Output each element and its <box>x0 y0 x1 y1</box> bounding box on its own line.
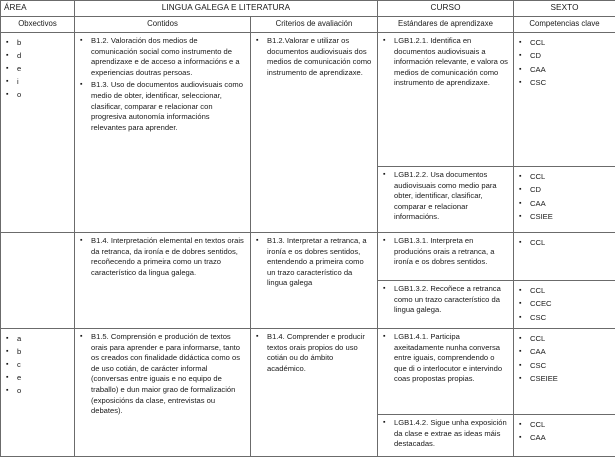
criterion-item: ▪ B1.2.Valorar e utilizar os documentos audiovisuais dos medios de comunicación como instrumento de aprendizaxe. <box>255 36 373 78</box>
objective-item: ▪ c <box>5 358 70 371</box>
objective-item: ▪ e <box>5 62 70 75</box>
criteria-cell <box>251 233 378 329</box>
area-header: ÁREA <box>1 1 75 17</box>
competence-item: ▪ CD <box>518 183 611 196</box>
course-header: CURSO <box>378 1 514 17</box>
competence-item: ▪ CAA <box>518 197 611 210</box>
criterion-item: ▪ B1.4. Comprender e producir textos orais propios do uso cotián ou do ámbito académico. <box>255 332 373 374</box>
standard-cell <box>378 233 514 281</box>
competence-item: ▪ CAA <box>518 345 611 358</box>
competence-item: ▪ CCEC <box>518 297 611 310</box>
content-item: ▪ B1.2. Valoración dos medios de comunicación social como instrumento de aprendizaxe e de acceso a informacións e a experiencias doutras persoas. <box>79 36 246 78</box>
content-item: ▪ B1.5. Comprensión e produción de textos orais para aprender e para informarse, tanto os creados con finalidade didáctica como os de uso cotián, de carácter informal (conversas entre iguais e no equipo de traballo) e dun maior grao de formalización (exposicións da clase, entrevistas ou debates). <box>79 332 246 417</box>
competence-item: ▪ CCL <box>518 332 611 345</box>
standards-header: Estándares de aprendizaxe <box>378 17 514 33</box>
header-row <box>1 1 615 17</box>
standard-item: ▪ LGB1.4.2. Sigue unha exposición da clase e extrae as ideas máis destacadas. <box>382 418 509 450</box>
objectives-cell <box>1 329 75 457</box>
criteria-header: Criterios de avaliación <box>251 17 378 33</box>
contents-cell <box>75 329 251 457</box>
contents-header: Contidos <box>75 17 251 33</box>
competence-item: ▪ CSC <box>518 359 611 372</box>
table-row <box>1 33 615 167</box>
standard-cell <box>378 415 514 457</box>
subject-header: LINGUA GALEGA E LITERATURA <box>75 1 378 17</box>
objective-item: ▪ o <box>5 88 70 101</box>
standard-cell <box>378 33 514 167</box>
objective-item: ▪ b <box>5 36 70 49</box>
competence-item: ▪ CSEIEE <box>518 372 611 385</box>
level-header: SEXTO <box>514 1 615 17</box>
competence-item: ▪ CAA <box>518 431 611 444</box>
standard-item: ▪ LGB1.3.1. Interpreta en producións orais a retranca, a ironía e os dobres sentidos. <box>382 236 509 268</box>
competence-item: ▪ CSC <box>518 76 611 89</box>
standard-cell <box>378 329 514 415</box>
content-item: ▪ B1.4. Interpretación elemental en textos orais da retranca, da ironía e de dobres sentidos, recoñecendo a primeira como un trazo característico da lingua galega. <box>79 236 246 278</box>
objectives-header: Obxectivos <box>1 17 75 33</box>
standard-item: ▪ LGB1.3.2. Recoñece a retranca como un trazo característico da lingua galega. <box>382 284 509 316</box>
objective-item: ▪ e <box>5 371 70 384</box>
competence-cell <box>514 167 615 233</box>
competence-cell <box>514 329 615 415</box>
contents-cell <box>75 233 251 329</box>
competence-item: ▪ CCL <box>518 284 611 297</box>
competences-header: Competencias clave <box>514 17 615 33</box>
contents-cell <box>75 33 251 233</box>
table-row <box>1 329 615 415</box>
competence-item: ▪ CCL <box>518 236 611 249</box>
objectives-cell <box>1 233 75 329</box>
competence-cell <box>514 33 615 167</box>
objective-item: ▪ b <box>5 345 70 358</box>
competence-item: ▪ CSIEE <box>518 210 611 223</box>
objectives-cell <box>1 33 75 233</box>
standard-item: ▪ LGB1.4.1. Participa axeitadamente nunha conversa entre iguais, comprendendo o que di o interlocutor e intervindo coas propostas propias. <box>382 332 509 385</box>
competence-item: ▪ CCL <box>518 36 611 49</box>
competence-item: ▪ CD <box>518 49 611 62</box>
criterion-item: ▪ B1.3. Interpretar a retranca, a ironía e os dobres sentidos, entendendo a primeira como un trazo característico da lingua galega <box>255 236 373 289</box>
objective-item: ▪ a <box>5 332 70 345</box>
competence-item: ▪ CCL <box>518 418 611 431</box>
objective-item: ▪ o <box>5 384 70 397</box>
standard-cell <box>378 167 514 233</box>
competence-item: ▪ CAA <box>518 63 611 76</box>
column-header-row <box>1 17 615 33</box>
standard-cell <box>378 281 514 329</box>
objective-item: ▪ i <box>5 75 70 88</box>
competence-item: ▪ CCL <box>518 170 611 183</box>
standard-item: ▪ LGB1.2.2. Usa documentos audiovisuais como medio para obter, identificar, clasificar, comparar e relacionar informacións. <box>382 170 509 223</box>
criteria-cell <box>251 329 378 457</box>
standard-item: ▪ LGB1.2.1. Identifica en documentos audiovisuais a información relevante, e valora os medios de comunicación como instrumento de aprendizaxe. <box>382 36 509 89</box>
criteria-cell <box>251 33 378 233</box>
competence-item: ▪ CSC <box>518 311 611 324</box>
competence-cell <box>514 281 615 329</box>
content-item: ▪ B1.3. Uso de documentos audiovisuais como medio de obter, identificar, seleccionar, clasificar, comparar e relacionar con progresiva autonomía informacións relevantes para aprender. <box>79 80 246 133</box>
competence-cell <box>514 233 615 281</box>
table-row <box>1 233 615 281</box>
competence-cell <box>514 415 615 457</box>
objective-item: ▪ d <box>5 49 70 62</box>
